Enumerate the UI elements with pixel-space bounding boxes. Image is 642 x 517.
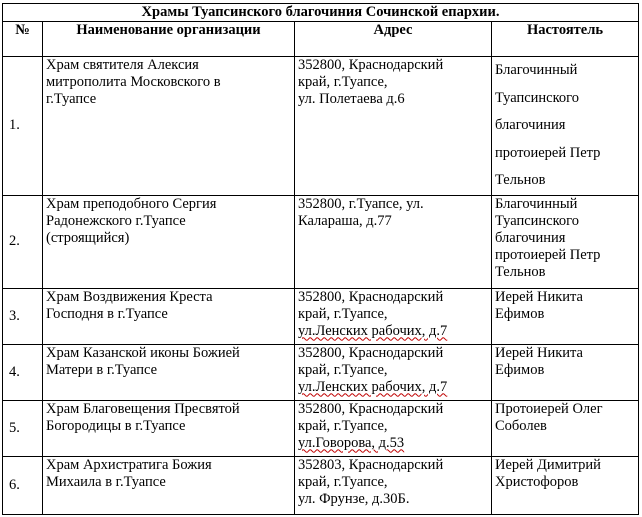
- text-line: край, г.Туапсе,: [298, 361, 388, 378]
- text-line: Храм преподобного Сергия: [46, 195, 217, 212]
- church-address: [295, 344, 492, 400]
- table-title: Храмы Туапсинского благочиния Сочинской епархии.: [3, 4, 639, 22]
- text-line: Иерей Димитрий: [495, 456, 601, 473]
- church-address: [295, 57, 492, 196]
- text-line: Храм Благовещения Пресвятой: [46, 400, 240, 417]
- text-line: Иерей Никита: [495, 344, 583, 361]
- church-rector: [492, 288, 639, 344]
- header-rector: Настоятель: [492, 22, 639, 57]
- text-line: ул.Говорова, д.53: [298, 434, 405, 451]
- text-line: Благочинный: [495, 62, 578, 78]
- text-line: Ефимов: [495, 305, 545, 322]
- text-line: Господня в г.Туапсе: [46, 305, 168, 322]
- churches-table: [2, 3, 639, 515]
- church-rector: [492, 57, 639, 196]
- church-address: [295, 456, 492, 514]
- church-rector: [492, 400, 639, 456]
- church-rector: [492, 195, 639, 288]
- header-address: Адрес: [295, 22, 492, 57]
- text-line: Храм Воздвижения Креста: [46, 288, 213, 305]
- church-name: [43, 400, 295, 456]
- text-line: протоиерей Петр: [495, 246, 601, 263]
- row-number: 3.: [3, 288, 43, 344]
- church-name: [43, 344, 295, 400]
- text-line: благочиния: [495, 229, 566, 246]
- text-line: 352800, Краснодарский: [298, 288, 444, 305]
- text-line: Богородицы в г.Туапсе: [46, 417, 186, 434]
- row-number: 6.: [3, 456, 43, 514]
- church-name: [43, 57, 295, 196]
- table-header-row: [3, 22, 639, 57]
- text-line: Соболев: [495, 417, 547, 434]
- text-line: Благочинный: [495, 195, 578, 212]
- table-title-row: [3, 4, 639, 22]
- table-row: [3, 288, 639, 344]
- row-number: 1.: [3, 57, 43, 196]
- text-line: Храм Архистратига Божия: [46, 456, 212, 473]
- text-line: (строящийся): [46, 229, 130, 246]
- text-line: край, г.Туапсе,: [298, 305, 388, 322]
- text-line: 352800, Краснодарский: [298, 57, 444, 73]
- church-name: [43, 195, 295, 288]
- text-line: Тельнов: [495, 172, 546, 188]
- church-name: [43, 288, 295, 344]
- church-address: [295, 195, 492, 288]
- text-line: ул.Ленских рабочих, д.7: [298, 322, 448, 339]
- text-line: Храм Казанской иконы Божией: [46, 344, 240, 361]
- text-line: Протоиерей Олег: [495, 400, 603, 417]
- text-line: край, г.Туапсе,: [298, 74, 388, 90]
- church-rector: [492, 456, 639, 514]
- text-line: край, г.Туапсе,: [298, 473, 388, 490]
- table-row: [3, 400, 639, 456]
- text-line: Иерей Никита: [495, 288, 583, 305]
- text-line: митрополита Московского в: [46, 74, 221, 90]
- text-line: ул. Фрунзе, д.30Б.: [298, 490, 410, 507]
- text-line: край, г.Туапсе,: [298, 417, 388, 434]
- table-row: [3, 195, 639, 288]
- text-line: Христофоров: [495, 473, 579, 490]
- text-line: Матери в г.Туапсе: [46, 361, 158, 378]
- header-num: №: [3, 22, 43, 57]
- text-line: Храм святителя Алексия: [46, 57, 199, 73]
- table-row: [3, 456, 639, 514]
- text-line: г.Туапсе: [46, 91, 97, 107]
- row-number: 5.: [3, 400, 43, 456]
- text-line: 352800, Краснодарский: [298, 344, 444, 361]
- text-line: протоиерей Петр: [495, 144, 601, 161]
- table-row: [3, 57, 639, 196]
- text-line: Туапсинского: [495, 212, 579, 229]
- text-line: 352803, Краснодарский: [298, 456, 444, 473]
- text-line: Тельнов: [495, 263, 546, 280]
- row-number: 2.: [3, 195, 43, 288]
- church-address: [295, 288, 492, 344]
- church-address: [295, 400, 492, 456]
- text-line: Михаила в г.Туапсе: [46, 473, 166, 490]
- text-line: 352800, Краснодарский: [298, 400, 444, 417]
- text-line: ул.Ленских рабочих, д.7: [298, 378, 448, 395]
- text-line: Ефимов: [495, 361, 545, 378]
- text-line: Радонежского г.Туапсе: [46, 212, 186, 229]
- church-name: [43, 456, 295, 514]
- row-number: 4.: [3, 344, 43, 400]
- text-line: Калараша, д.77: [298, 212, 392, 229]
- header-name: Наименование организации: [43, 22, 295, 57]
- text-line: 352800, г.Туапсе, ул.: [298, 195, 424, 212]
- text-line: Туапсинского: [495, 89, 579, 106]
- church-rector: [492, 344, 639, 400]
- text-line: ул. Полетаева д.6: [298, 91, 405, 107]
- text-line: благочиния: [495, 117, 566, 133]
- table-row: [3, 344, 639, 400]
